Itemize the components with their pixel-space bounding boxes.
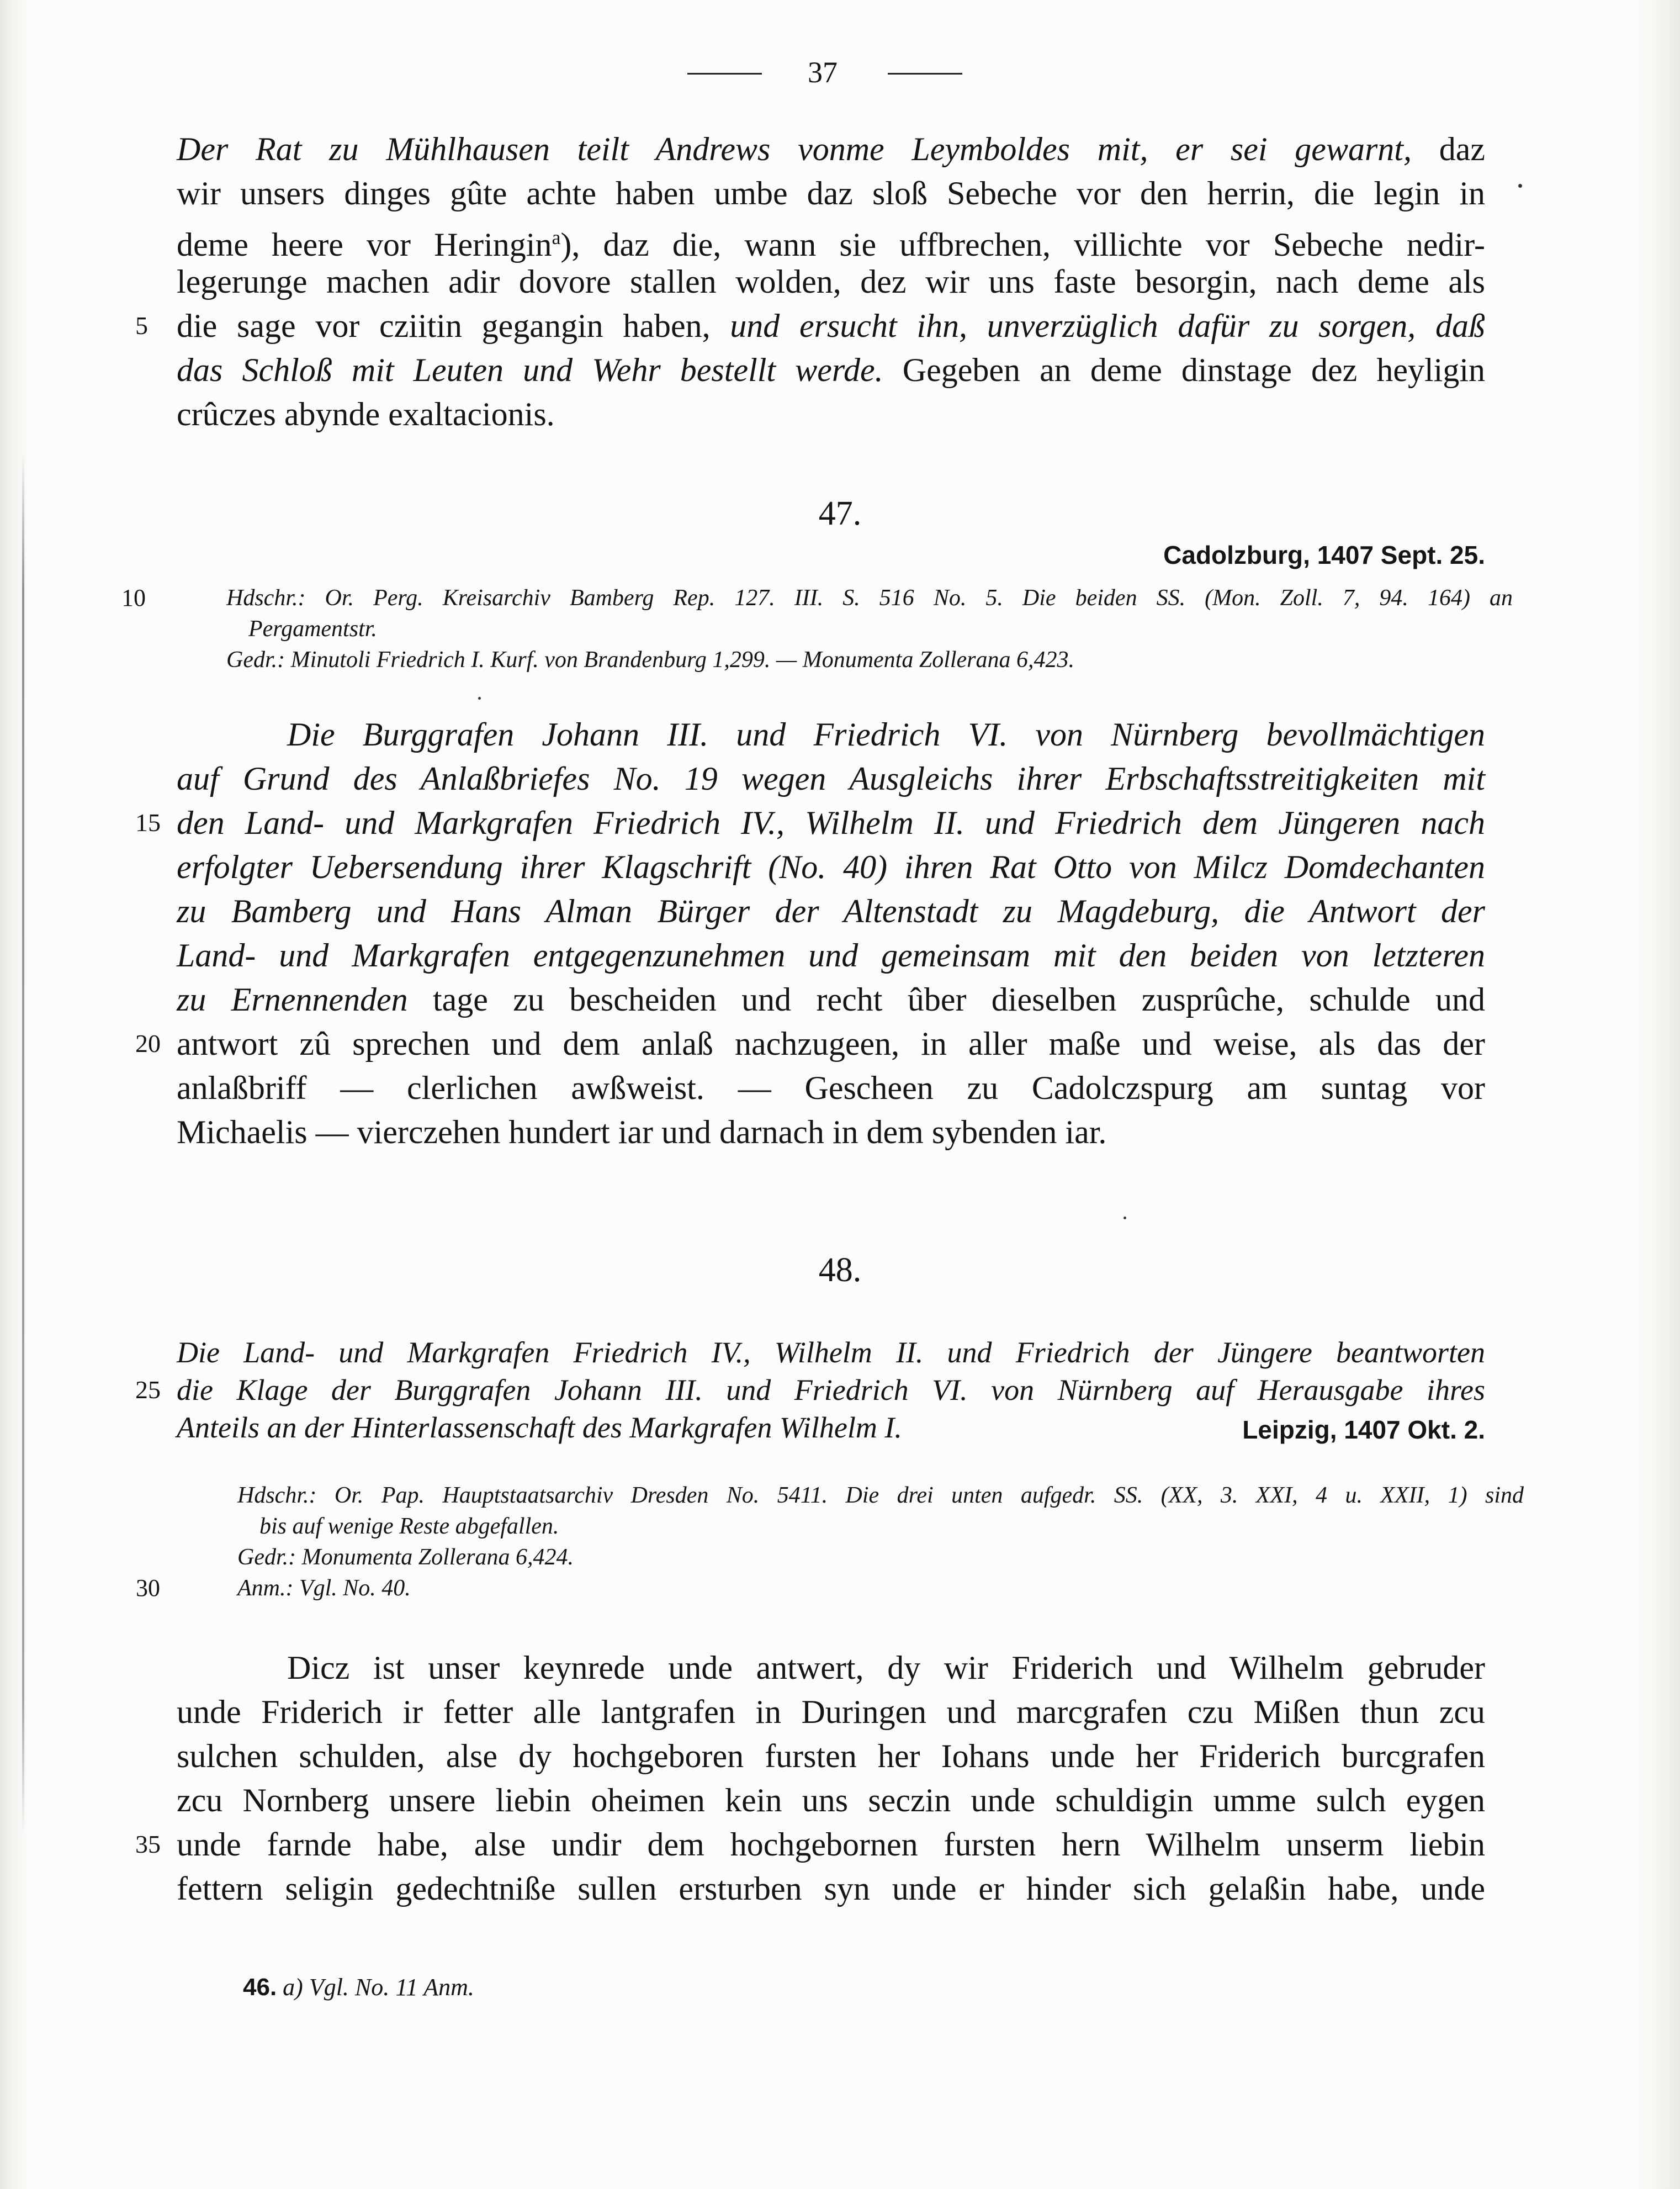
page-number: 37 bbox=[808, 56, 838, 89]
text-line bbox=[177, 1690, 1485, 1734]
line-number: 10 bbox=[121, 584, 146, 611]
doc47-apparatus bbox=[121, 583, 1513, 675]
doc48-number: 48. bbox=[818, 1251, 862, 1289]
text-span: ), daz die, wann sie uffbrechen, villichte vor Sebeche nedir- bbox=[560, 226, 1485, 263]
scan-edge-left bbox=[0, 0, 33, 2189]
text-line bbox=[177, 127, 1485, 171]
text-line bbox=[177, 171, 1485, 215]
scan-speck bbox=[478, 697, 481, 700]
text-line bbox=[177, 1646, 1485, 1690]
text-span: tage zu bescheiden und recht ûber dieselben zusprûche, schulde und bbox=[407, 981, 1485, 1018]
text-span: crûczes abynde exaltacionis. bbox=[177, 396, 555, 432]
text-span: legerunge machen adir dovore stallen wolden, dez wir uns faste besorgin, nach deme als bbox=[177, 263, 1485, 300]
doc48-text bbox=[135, 1646, 1485, 1911]
footnote-ref: 46. bbox=[243, 1974, 277, 2001]
doc48-apparatus bbox=[136, 1480, 1524, 1604]
text-span: die sage vor cziitin gegangin haben, bbox=[177, 308, 730, 344]
text-line bbox=[177, 933, 1485, 977]
text-span-italic: Land- und Markgrafen entgegenzunehmen und gemeinsam mit den beiden von letzteren bbox=[177, 937, 1485, 974]
text-span: antwort zû sprechen und dem anlaß nachzugeen, in aller maße und weise, als das der bbox=[177, 1025, 1485, 1062]
text-span: unde Friderich ir fetter alle lantgrafen in Duringen und marcgrafen czu Mißen thun zcu bbox=[177, 1694, 1485, 1730]
line-number: 30 bbox=[136, 1574, 160, 1601]
footnote bbox=[243, 1973, 474, 2001]
line-number: 20 bbox=[135, 1029, 161, 1058]
text-span: anlaßbriff — clerlichen awßweist. — Gescheen zu Cadolczspurg am suntag vor bbox=[177, 1070, 1485, 1106]
scan-speck bbox=[1518, 184, 1522, 188]
apparatus-text: bis auf wenige Reste abgefallen. bbox=[259, 1514, 559, 1539]
text-line bbox=[177, 392, 1485, 436]
apparatus-text: Gedr.: Monumenta Zollerana 6,424. bbox=[237, 1545, 574, 1570]
apparatus-text: Anm.: Vgl. No. 40. bbox=[237, 1575, 411, 1601]
scan-speck bbox=[1123, 1217, 1126, 1219]
text-line bbox=[177, 260, 1485, 304]
text-line bbox=[177, 348, 1485, 392]
text-line bbox=[135, 1822, 1485, 1867]
footnote-text: a) Vgl. No. 11 Anm. bbox=[283, 1974, 474, 2001]
text-line bbox=[177, 1066, 1485, 1110]
text-line bbox=[135, 304, 1485, 348]
line-number: 15 bbox=[135, 808, 161, 837]
apparatus-line bbox=[226, 614, 1513, 644]
text-line bbox=[177, 845, 1485, 889]
regest-text: Anteils an der Hinterlassenschaft des Markgrafen Wilhelm I. bbox=[177, 1411, 902, 1444]
text-span: sulchen schulden, alse dy hochgeboren fursten her Iohans unde her Friderich burcgrafen bbox=[177, 1738, 1485, 1774]
line-number: 35 bbox=[135, 1830, 161, 1858]
apparatus-text: Pergamentstr. bbox=[248, 616, 377, 642]
text-line bbox=[177, 215, 1485, 263]
apparatus-text: Hdschr.: Or. Pap. Hauptstaatsarchiv Dresden No. 5411. Die drei unten aufgedr. SS. (XX, 3. XXI, 4 u. XXII, 1) sind bbox=[237, 1483, 1524, 1508]
text-span-italic: zu Bamberg und Hans Alman Bürger der Altenstadt zu Magdeburg, die Antwort der bbox=[177, 893, 1485, 929]
scan-edge-right bbox=[1630, 0, 1680, 2189]
text-span: Dicz ist unser keynrede unde antwert, dy wir Friderich und Wilhelm gebruder bbox=[287, 1649, 1485, 1686]
footnote-marker: a bbox=[552, 226, 561, 248]
apparatus-line bbox=[237, 1511, 1524, 1542]
text-line bbox=[135, 801, 1485, 845]
text-span-italic: das Schloß mit Leuten und Wehr bestellt werde. bbox=[177, 352, 883, 388]
text-span-italic: erfolgter Uebersendung ihrer Klagschrift (No. 40) ihren Rat Otto von Milcz Domdechanten bbox=[177, 849, 1485, 885]
text-span-italic: Die Burggrafen Johann III. und Friedrich VI. von Nürnberg bevollmächtigen bbox=[287, 716, 1485, 753]
text-span: unde farnde habe, alse undir dem hochgebornen fursten hern Wilhelm unserm liebin bbox=[177, 1826, 1485, 1863]
text-span-italic: zu Ernennenden bbox=[177, 981, 408, 1018]
line-number: 5 bbox=[135, 311, 148, 340]
regest-line bbox=[177, 1334, 1485, 1371]
doc47-number: 47. bbox=[818, 495, 862, 532]
text-line bbox=[177, 1110, 1485, 1154]
regest-line bbox=[135, 1371, 1485, 1409]
text-span: Gegeben an deme dinstage dez heyligin bbox=[883, 352, 1485, 388]
text-span-italic: Der Rat zu Mühlhausen teilt Andrews vonme Leymboldes mit, er sei gewarnt, bbox=[177, 131, 1412, 167]
apparatus-line bbox=[237, 1480, 1524, 1511]
doc47-place-date: Cadolzburg, 1407 Sept. 25. bbox=[1163, 541, 1485, 569]
text-line bbox=[177, 977, 1485, 1022]
apparatus-text: Gedr.: Minutoli Friedrich I. Kurf. von Brandenburg 1,299. — Monumenta Zollerana 6,423. bbox=[226, 647, 1075, 673]
text-span-italic: den Land- und Markgrafen Friedrich IV., Wilhelm II. und Friedrich dem Jüngeren nach bbox=[177, 805, 1485, 841]
text-line bbox=[177, 889, 1485, 933]
scan-margin-rule bbox=[22, 453, 24, 1833]
regest-text: die Klage der Burggrafen Johann III. und Friedrich VI. von Nürnberg auf Herausgabe ihres bbox=[177, 1373, 1485, 1407]
apparatus-line bbox=[121, 583, 1513, 614]
doc48-place-date: Leipzig, 1407 Okt. 2. bbox=[1242, 1415, 1485, 1444]
apparatus-line bbox=[136, 1573, 1524, 1604]
header-rule-left bbox=[687, 73, 762, 75]
apparatus-text: Hdschr.: Or. Perg. Kreisarchiv Bamberg Rep. 127. III. S. 516 No. 5. Die beiden SS. (Mon. Zoll. 7, 94. 164) an bbox=[226, 585, 1513, 611]
text-line bbox=[135, 1022, 1485, 1066]
text-span-italic: auf Grund des Anlaßbriefes No. 19 wegen Ausgleichs ihrer Erbschaftsstreitigkeiten mit bbox=[177, 760, 1485, 797]
text-line bbox=[177, 1734, 1485, 1778]
apparatus-line bbox=[237, 1542, 1524, 1573]
text-line bbox=[177, 757, 1485, 801]
page-header bbox=[0, 55, 1680, 88]
text-span: Michaelis — vierczehen hundert iar und darnach in dem sybenden iar. bbox=[177, 1114, 1107, 1150]
text-span: daz bbox=[1411, 131, 1485, 167]
header-rule-right bbox=[888, 73, 962, 75]
doc47-text bbox=[135, 712, 1485, 1154]
text-line bbox=[177, 712, 1485, 757]
text-line bbox=[177, 1778, 1485, 1822]
text-span-italic: und ersucht ihn, unverzüglich dafür zu sorgen, daß bbox=[730, 308, 1485, 344]
text-span: wir unsers dinges gûte achte haben umbe daz sloß Sebeche vor den herrin, die legin in bbox=[177, 175, 1485, 212]
line-number: 25 bbox=[135, 1376, 161, 1404]
apparatus-line bbox=[226, 644, 1513, 675]
text-span: deme heere vor Heringin bbox=[177, 226, 552, 263]
text-span: zcu Nornberg unsere liebin oheimen kein uns seczin unde schuldigin umme sulch eygen bbox=[177, 1782, 1485, 1818]
doc46-continuation-text bbox=[135, 127, 1485, 436]
text-line bbox=[177, 1867, 1485, 1911]
text-span: fettern seligin gedechtniße sullen ersturben syn unde er hinder sich gelaßin habe, unde bbox=[177, 1870, 1485, 1907]
regest-text: Die Land- und Markgrafen Friedrich IV., Wilhelm II. und Friedrich der Jüngere beantworten bbox=[177, 1336, 1485, 1369]
